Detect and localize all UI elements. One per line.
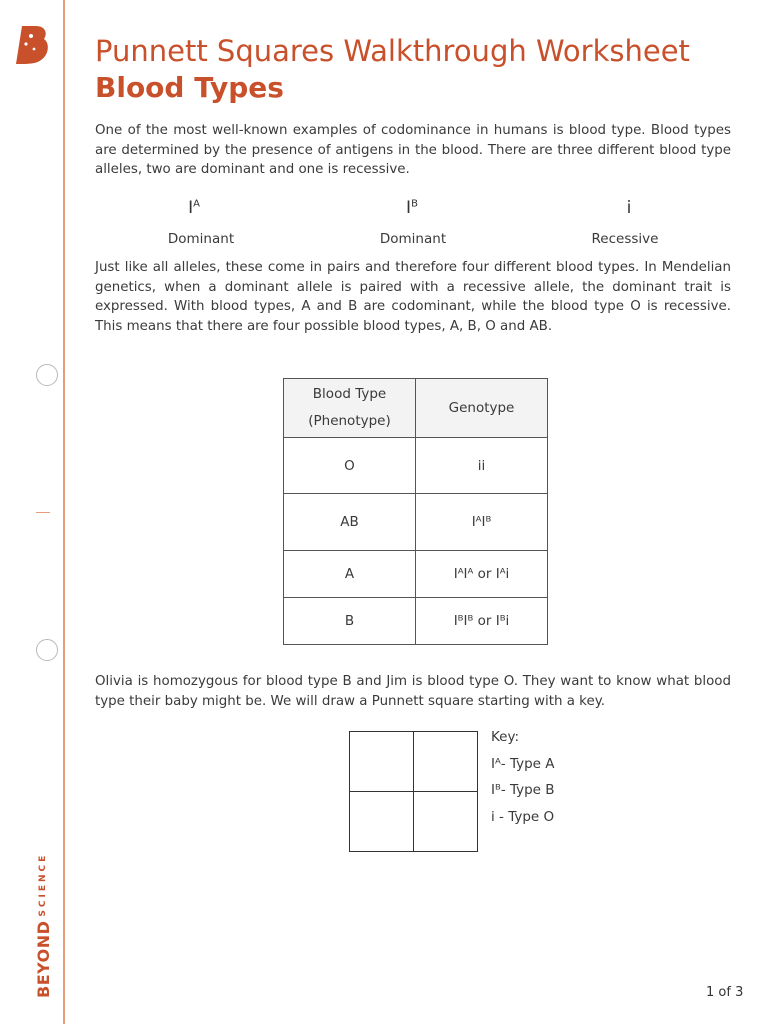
header-phenotype-line1: Blood Type xyxy=(312,386,387,402)
brand-word-science: SCIENCE xyxy=(38,852,48,917)
allele-label-ia: Dominant xyxy=(167,231,235,247)
allele-base: I xyxy=(188,198,194,218)
header-genotype: Genotype xyxy=(416,379,548,438)
genotype-cell: IᴬIᴬ or Iᴬi xyxy=(416,551,548,598)
page-number: 1 of 3 xyxy=(706,985,744,1000)
key-item: i - Type O xyxy=(491,808,555,825)
margin-line xyxy=(63,0,65,1024)
binder-hole-bottom xyxy=(36,639,58,661)
fold-mark xyxy=(36,512,50,513)
page-title: Punnett Squares Walkthrough Worksheet xyxy=(95,34,690,68)
table-row xyxy=(284,438,548,494)
punnett-square xyxy=(349,731,478,852)
allele-ia xyxy=(179,198,209,218)
allele-label-ib: Dominant xyxy=(379,231,447,247)
punnett-cell[interactable] xyxy=(350,792,414,852)
header-phenotype-line2: (Phenotype) xyxy=(308,413,391,429)
table-header-row xyxy=(284,379,548,438)
key-title: Key: xyxy=(491,729,520,745)
key-item: Iᴮ- Type B xyxy=(491,782,555,798)
table-row xyxy=(284,598,548,645)
punnett-cell[interactable] xyxy=(414,792,478,852)
table-row xyxy=(284,494,548,551)
punnett-cell[interactable] xyxy=(350,732,414,792)
brand-word-beyond: BEYOND xyxy=(34,920,53,998)
genotype-cell: IᴮIᴮ or Iᴮi xyxy=(416,598,548,645)
allele-i xyxy=(614,198,644,218)
brand-wordmark xyxy=(34,853,53,998)
key-item: Iᴬ- Type A xyxy=(491,755,555,772)
genotype-cell: IᴬIᴮ xyxy=(416,494,548,551)
blood-type-table xyxy=(283,378,548,645)
phenotype-cell: A xyxy=(284,551,416,598)
allele-label-i: Recessive xyxy=(591,231,659,247)
allele-sup: B xyxy=(411,198,418,210)
binder-hole-top xyxy=(36,364,58,386)
scenario-paragraph: Olivia is homozygous for blood type B and Jim is blood type O. They want to know what blood type their baby might be. We will draw a Punnett square starting with a key. xyxy=(95,674,731,709)
header-phenotype xyxy=(284,379,416,438)
allele-ib xyxy=(397,198,427,218)
table-row xyxy=(284,551,548,598)
punnett-cell[interactable] xyxy=(414,732,478,792)
page-subtitle: Blood Types xyxy=(95,71,284,104)
allele-sup: A xyxy=(193,198,200,210)
phenotype-cell: AB xyxy=(284,494,416,551)
allele-base: I xyxy=(406,198,412,218)
phenotype-cell: B xyxy=(284,598,416,645)
codominance-paragraph: Just like all alleles, these come in pairs and therefore four different blood types. In Mendelian genetics, when a dominant allele is paired with a recessive allele, the dominant trait is expressed. With blood types, A and B are codominant, while the blood type O is recessive. This means that there are four possible blood types, A, B, O and AB. xyxy=(95,260,731,334)
genotype-cell: ii xyxy=(416,438,548,494)
allele-base: i xyxy=(626,198,632,218)
allele-key xyxy=(491,724,555,830)
intro-paragraph: One of the most well-known examples of codominance in humans is blood type. Blood types are determined by the presence of antigens in the blood. There are three different blood type alleles, two are dominant and one is recessive. xyxy=(95,123,731,177)
phenotype-cell: O xyxy=(284,438,416,494)
beyond-logo-icon xyxy=(14,24,50,66)
